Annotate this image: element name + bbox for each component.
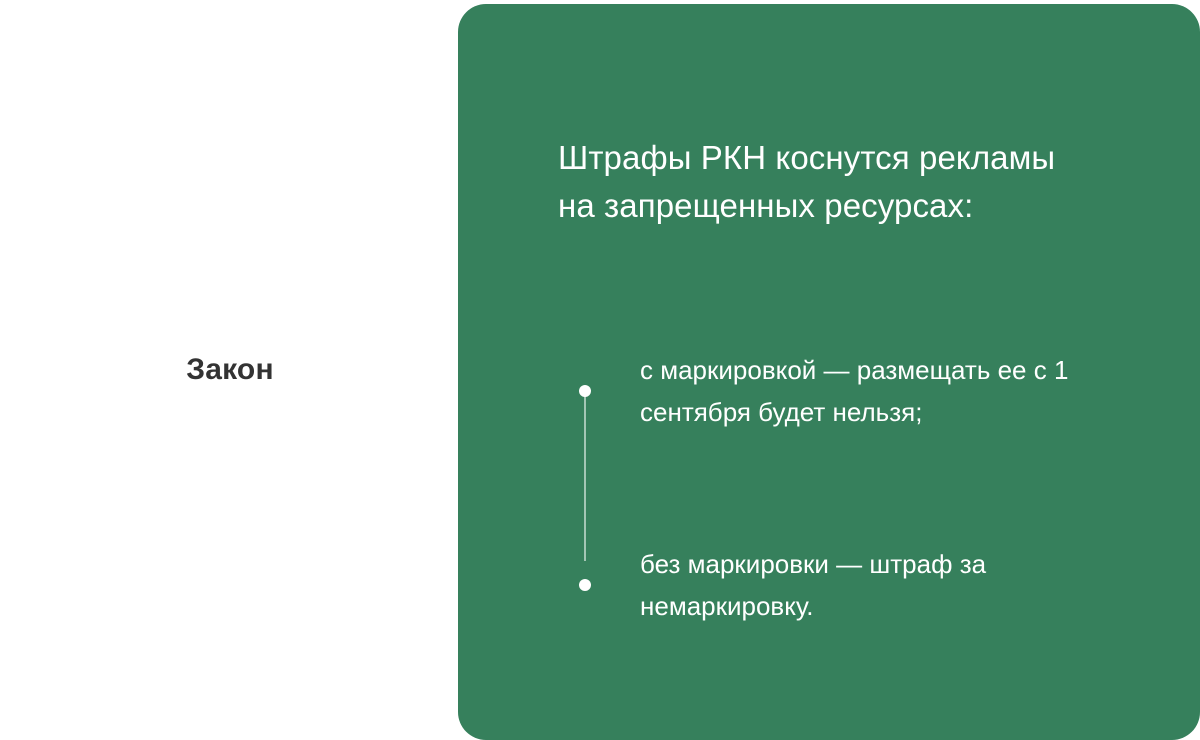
list-item <box>558 543 1118 627</box>
bullet-dot-icon <box>579 385 591 397</box>
list-item <box>558 349 1118 433</box>
bullet-list <box>558 349 1118 627</box>
section-title: Закон <box>186 353 274 386</box>
card-heading: Штрафы РКН коснутся рекламы на запрещенных ресурсах: <box>558 139 1056 224</box>
left-label-block <box>0 0 460 740</box>
card-content <box>558 4 1118 740</box>
list-item-label: с маркировкой — размещать ее с 1 сентября будет нельзя; <box>640 355 1069 427</box>
list-item-label: без маркировки — штраф за немаркировку. <box>640 549 987 621</box>
bullet-dot-icon <box>579 579 591 591</box>
green-card <box>458 4 1200 740</box>
